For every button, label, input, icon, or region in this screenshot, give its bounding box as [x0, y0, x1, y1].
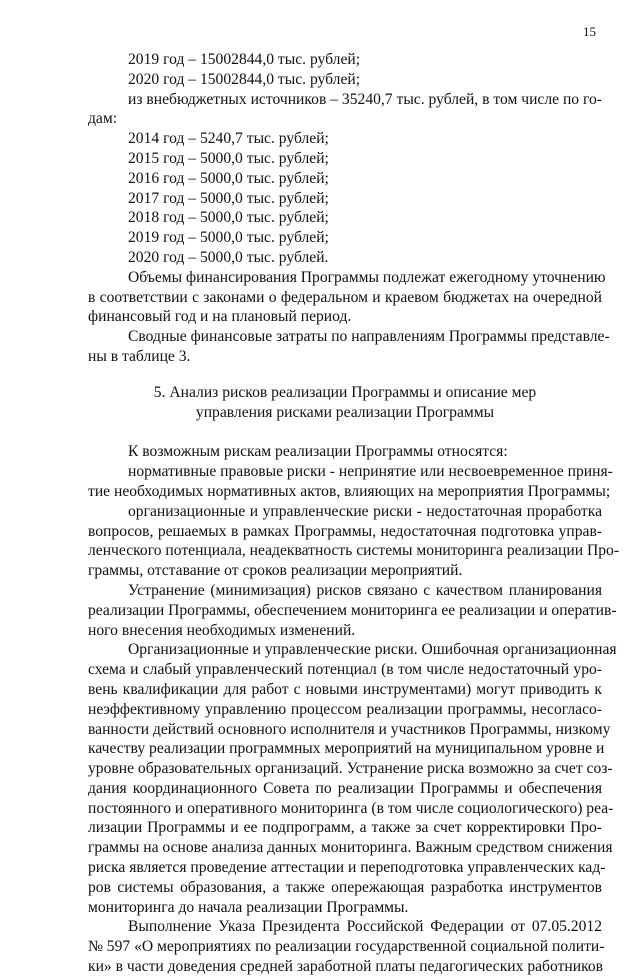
paragraph-line: Сводные финансовые затраты по направлениям Программы представле- — [128, 328, 610, 346]
paragraph-line: финансовый год и на плановый период. — [88, 308, 352, 326]
risk-legal-paragraph — [88, 462, 613, 502]
funding-line: 2016 год – 5000,0 тыс. рублей; — [128, 169, 329, 187]
funding-line: 2017 год – 5000,0 тыс. рублей; — [128, 189, 329, 207]
section-heading — [88, 383, 602, 423]
paragraph-line: нормативные правовые риски - непринятие или несвоевременное приня- — [128, 463, 613, 481]
page-number: 15 — [583, 24, 596, 39]
paragraph-line: неэффективному управлению процессом реализации программы, несогласо- — [88, 700, 602, 718]
paragraph-line: в соответствии с законами о федеральном и краевом бюджетах на очередной — [88, 288, 602, 306]
paragraph-line: риска является проведение аттестации и переподготовка управленческих кад- — [88, 859, 606, 877]
paragraph-line: качеству реализации программных мероприятий на муниципальном уровне и — [88, 740, 605, 758]
offbudget-paragraph — [88, 90, 602, 130]
funding-line: 2015 год – 5000,0 тыс. рублей; — [128, 149, 329, 167]
funding-line: 2019 год – 15002844,0 тыс. рублей; — [128, 51, 361, 68]
paragraph-line: ров системы образования, а также опережающая разработка инструментов — [88, 878, 602, 896]
paragraph-line: лизации Программы и ее подпрограмм, а также за счет корректировки Про- — [88, 819, 602, 837]
paragraph-line: реализации Программы, обеспечением мониторинга ее реализации и оператив- — [88, 601, 617, 619]
decree-paragraph — [88, 917, 605, 976]
paragraph-line: граммы на основе анализа данных мониторинга. Важным средством снижения — [88, 839, 613, 857]
heading-line: 5. Анализ рисков реализации Программы и описание мер — [153, 383, 537, 401]
funding-line: 2018 год – 5000,0 тыс. рублей; — [128, 209, 329, 227]
funding-year-list — [88, 50, 602, 90]
paragraph-line: Организационные и управленческие риски. Ошибочная организационная — [128, 641, 617, 659]
paragraph-line: вень квалификации для работ с новыми инструментами) могут приводить к — [88, 680, 602, 698]
paragraph-line: тие необходимых нормативных актов, влияющих на мероприятия Программы; — [88, 482, 611, 500]
risk-org-paragraph — [88, 502, 620, 581]
summary-paragraph — [88, 327, 610, 367]
paragraph-line: К возможным рискам реализации Программы относятся: — [128, 443, 508, 461]
funding-line: 2020 год – 5000,0 тыс. рублей. — [128, 248, 329, 266]
paragraph-line: ванности действий основного исполнителя и участников Программы, низкому — [88, 720, 611, 738]
paragraph-line: Объемы финансирования Программы подлежат ежегодному уточнению — [128, 268, 606, 286]
volume-paragraph — [88, 268, 606, 327]
paragraph-line: ны в таблице 3. — [88, 347, 191, 365]
paragraph-line: ки» в части доведения средней заработной платы педагогических работников — [88, 958, 604, 976]
paragraph-line: Устранение (минимизация) рисков связано с качеством планирования — [128, 581, 602, 599]
paragraph-line: граммы, отставание от сроков реализации мероприятий. — [88, 562, 463, 580]
funding-line: 2019 год – 5000,0 тыс. рублей; — [128, 229, 329, 247]
paragraph-line: мониторинга до начала реализации Программы. — [88, 898, 409, 916]
paragraph-line: постоянного и оперативного мониторинга (в том числе социологического) реа- — [88, 799, 614, 817]
paragraph-line: № 597 «О мероприятиях по реализации государственной социальной полити- — [88, 938, 605, 956]
document-body — [88, 50, 620, 977]
paragraph-line: из внебюджетных источников – 35240,7 тыс. рублей, в том числе по го- — [128, 90, 602, 108]
paragraph-line: уровне образовательных организаций. Устранение риска возможно за счет соз- — [88, 760, 613, 778]
mitigation-paragraph — [88, 581, 617, 640]
risks-intro — [88, 442, 602, 462]
paragraph-line: Выполнение Указа Президента Российской Федерации от 07.05.2012 — [128, 918, 602, 936]
paragraph-line: дания координационного Совета по реализации Программы и обеспечения — [88, 779, 602, 797]
paragraph-line: ленческого потенциала, неадекватность системы мониторинга реализации Про- — [88, 542, 620, 560]
heading-line: управления рисками реализации Программы — [195, 403, 495, 421]
paragraph-line: организационные и управленческие риски - недостаточная проработка — [128, 502, 602, 520]
paragraph-line: ного внесения необходимых изменений. — [88, 621, 356, 639]
paragraph-line: дам: — [88, 110, 118, 128]
org-risks-paragraph — [88, 640, 617, 917]
funding-line: 2020 год – 15002844,0 тыс. рублей; — [128, 70, 361, 88]
paragraph-line: схема и слабый управленческий потенциал (в том числе недостаточный уро- — [88, 661, 602, 679]
offbudget-year-list — [88, 129, 602, 268]
paragraph-line: вопросов, решаемых в рамках Программы, недостаточная подготовка управ- — [88, 522, 602, 540]
funding-line: 2014 год – 5240,7 тыс. рублей; — [128, 130, 329, 148]
